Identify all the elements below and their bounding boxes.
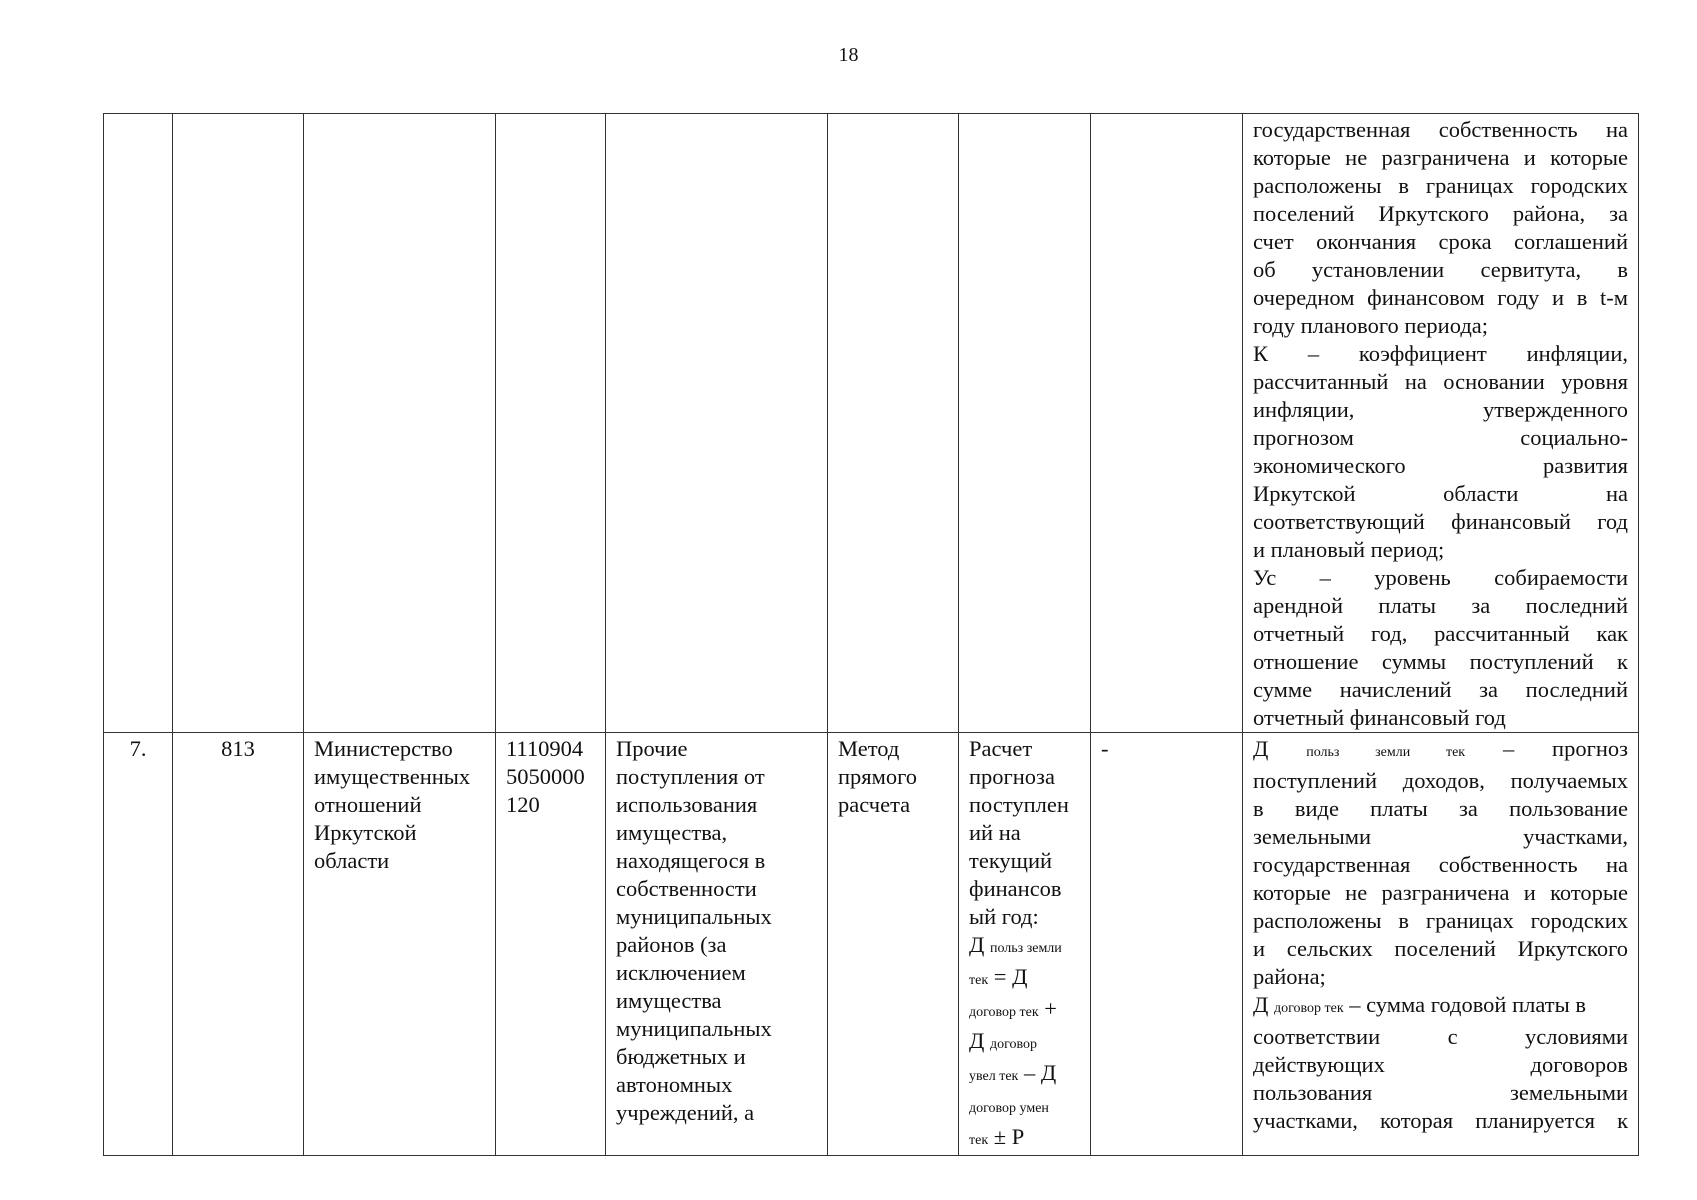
cell-method [828,114,959,733]
formula-expression [969,1027,1080,1059]
income-name-line: районов (за [616,932,727,957]
description-line: Ус – уровень собираемости [1253,565,1628,590]
description-line: году планового периода; [1253,313,1489,338]
cell-admin-name [304,114,496,733]
cell-income-name [606,114,828,733]
description-line: которые не разграничена и которые [1253,880,1628,905]
kbk-line: 1110904 [506,736,584,761]
cell-method [828,733,959,1156]
formula-plus: + [1044,996,1057,1021]
description-text: – сумма годовой платы в [1349,992,1586,1017]
formula-subscript: тек [969,973,989,988]
description-line: государственная собственность на [1253,852,1628,877]
income-name-line: поступления от [616,764,765,789]
description-line: соответствии с условиями [1253,1024,1628,1049]
income-name-line: муниципальных [616,1016,772,1041]
method-line: расчета [838,792,911,817]
description-line: сумме начислений за последний [1253,677,1628,702]
admin-name-line: области [314,848,390,873]
description-line: поступлений доходов, получаемых [1253,768,1628,793]
cell-formula [959,733,1091,1156]
description-line: прогнозом социально- [1253,425,1628,450]
income-name-line: автономных [616,1072,733,1097]
formula-d: Д [969,932,985,957]
cell-number: 7. [104,733,173,1156]
cell-algorithm [1091,114,1243,733]
description-subscript: польз земли тек [1306,745,1466,760]
cell-formula [959,114,1091,733]
cell-kbk [496,114,606,733]
formula-subscript: договор тек [969,1005,1039,1020]
formula-d: Д [969,1028,985,1053]
description-line: об установлении сервитута, в [1253,257,1628,282]
income-name-line: муниципальных [616,904,772,929]
method-line: Метод [838,736,900,761]
table-row-7 [104,733,1639,1156]
cell-algorithm: - [1091,733,1243,1156]
formula-subscript: договор [989,1037,1038,1052]
formula-line: прогноза [969,764,1055,789]
formula-pm: ± Р [993,1124,1025,1149]
description-line: Иркутской области на [1253,481,1628,506]
description-line [1253,735,1628,767]
admin-name-line: отношений [314,792,422,817]
description-line: государственная собственность на [1253,117,1628,142]
formula-expression [969,1091,1080,1123]
formula-expression [969,1059,1080,1091]
description-line: соответствующий финансовый год [1253,509,1628,534]
description-line: поселений Иркутского района, за [1253,201,1628,226]
formula-subscript: тек [969,1133,989,1148]
description-line: отношение суммы поступлений к [1253,649,1628,674]
description-line: земельными участками, [1253,824,1628,849]
admin-name-line: имущественных [314,764,471,789]
description-subscript: договор тек [1273,1001,1344,1016]
formula-expression [969,931,1080,963]
description-line: участками, которая планируется к [1253,1108,1628,1133]
description-line: отчетный финансовый год [1253,705,1506,730]
description-line: района; [1253,964,1326,989]
admin-name-line: Министерство [314,736,453,761]
formula-expression [969,1123,1080,1155]
description-line: пользования земельными [1253,1080,1628,1105]
description-line: которые не разграничена и которые [1253,145,1628,170]
admin-name-line: Иркутской [314,820,417,845]
income-name-line: учреждений, а [616,1100,755,1125]
formula-line: финансов [969,876,1062,901]
formula-line: ый год: [969,904,1039,929]
income-name-line: использования [616,792,758,817]
description-line: расположены в границах городских [1253,908,1628,933]
formula-minus: – Д [1024,1060,1057,1085]
income-name-line: бюджетных и [616,1044,746,1069]
method-line: прямого [838,764,918,789]
formula-expression [969,963,1080,995]
formula-subscript: увел тек [969,1069,1019,1084]
cell-admin-code: 813 [173,733,304,1156]
income-name-line: собственности [616,876,757,901]
cell-kbk [496,733,606,1156]
description-line: экономического развития [1253,453,1628,478]
description-line: расположены в границах городских [1253,173,1628,198]
page-number: 18 [838,44,859,66]
formula-line: поступлен [969,792,1069,817]
description-text: – прогноз [1502,736,1629,761]
cell-description [1243,114,1639,733]
income-name-line: находящегося в [616,848,766,873]
description-line: К – коэффициент инфляции, [1253,341,1628,366]
formula-line: ий на [969,820,1021,845]
description-line: арендной платы за последний [1253,593,1628,618]
description-line: и плановый период; [1253,537,1445,562]
formula-line: Расчет [969,736,1033,761]
description-line: отчетный год, рассчитанный как [1253,621,1628,646]
table-row-continuation [104,114,1639,733]
formula-subscript: договор умен [969,1101,1049,1116]
formula-line: текущий [969,848,1053,873]
description-line: рассчитанный на основании уровня [1253,369,1628,394]
description-line: действующих договоров [1253,1052,1628,1077]
description-line: в виде платы за пользование [1253,796,1628,821]
description-line: и сельских поселений Иркутского [1253,936,1628,961]
income-name-line: Прочие [616,736,688,761]
description-line: очередном финансовом году и в t-м [1253,285,1628,310]
income-forecast-table [103,113,1639,1156]
kbk-line: 5050000 [506,764,585,789]
description-d: Д [1253,992,1269,1017]
cell-income-name [606,733,828,1156]
description-line: счет окончания срока соглашений [1253,229,1628,254]
formula-eq: = Д [993,964,1028,989]
kbk-line: 120 [506,792,540,817]
description-line [1253,991,1628,1023]
cell-admin-code [173,114,304,733]
description-d: Д [1253,736,1269,761]
cell-admin-name [304,733,496,1156]
cell-description [1243,733,1639,1156]
income-name-line: исключением [616,960,746,985]
income-name-line: имущества, [616,820,728,845]
formula-subscript: польз земли [989,941,1062,956]
income-name-line: имущества [616,988,722,1013]
formula-expression [969,995,1080,1027]
description-line: инфляции, утвержденного [1253,397,1628,422]
cell-number [104,114,173,733]
